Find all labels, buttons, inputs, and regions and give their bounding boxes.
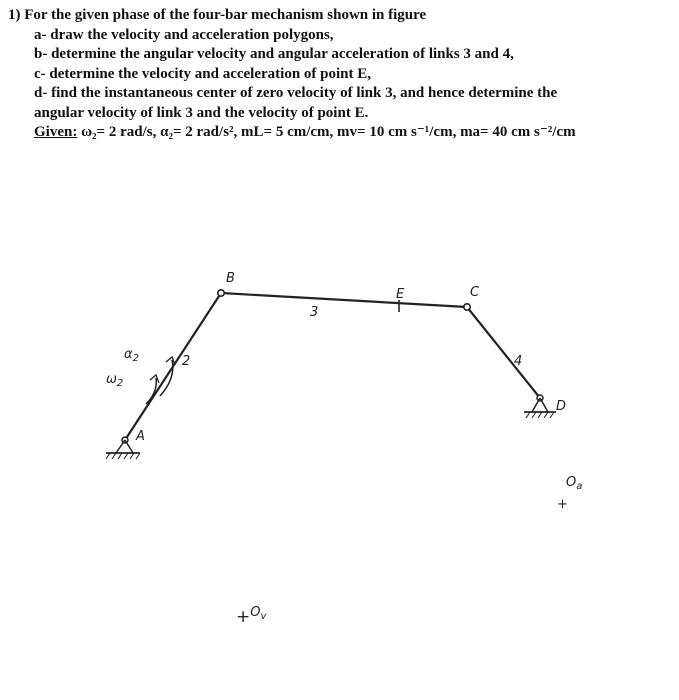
velocity-pole-ov: $+O_v$: [236, 605, 267, 627]
joint-c: [464, 304, 470, 310]
given-values: ω₂= 2 rad/s, α₂= 2 rad/s², mL= 5 cm/cm, mv= 10 cm s⁻¹/cm, ma= 40 cm s⁻²/cm: [77, 124, 576, 140]
link-4: [467, 307, 540, 398]
problem-item-a: a- draw the velocity and acceleration polygons,: [34, 26, 334, 43]
label-e: E: [396, 287, 405, 302]
acceleration-pole-oa-marker: +: [557, 497, 568, 512]
link-3: [221, 293, 467, 307]
joint-b: [218, 290, 224, 296]
label-link-4: 4: [514, 354, 523, 369]
acceleration-pole-oa-label: $O_a$: [566, 475, 583, 492]
ground-pivot-d: [524, 395, 556, 418]
problem-heading: 1) For the given phase of the four-bar mechanism shown in figure: [8, 7, 427, 23]
label-c: C: [470, 285, 480, 300]
label-link-2: 2: [182, 354, 191, 369]
label-d: D: [556, 399, 567, 414]
problem-item-d: d- find the instantaneous center of zero velocity of link 3, and hence determine the: [34, 85, 558, 101]
label-link-3: 3: [310, 305, 319, 320]
problem-item-b: b- determine the angular velocity and angular acceleration of links 3 and 4,: [34, 46, 514, 62]
problem-item-c: c- determine the velocity and acceleration of point E,: [34, 65, 372, 82]
omega2-arrow-icon: [150, 375, 159, 383]
label-alpha2: $\alpha_2$: [124, 347, 139, 364]
label-omega2: $\omega_2$: [106, 372, 124, 389]
problem-item-d-continuation: angular velocity of link 3 and the velocity of point E.: [34, 104, 369, 121]
label-a: A: [136, 429, 145, 444]
label-b: B: [226, 271, 235, 286]
ground-pivot-a: [106, 437, 140, 459]
given-label: Given:: [34, 124, 78, 140]
